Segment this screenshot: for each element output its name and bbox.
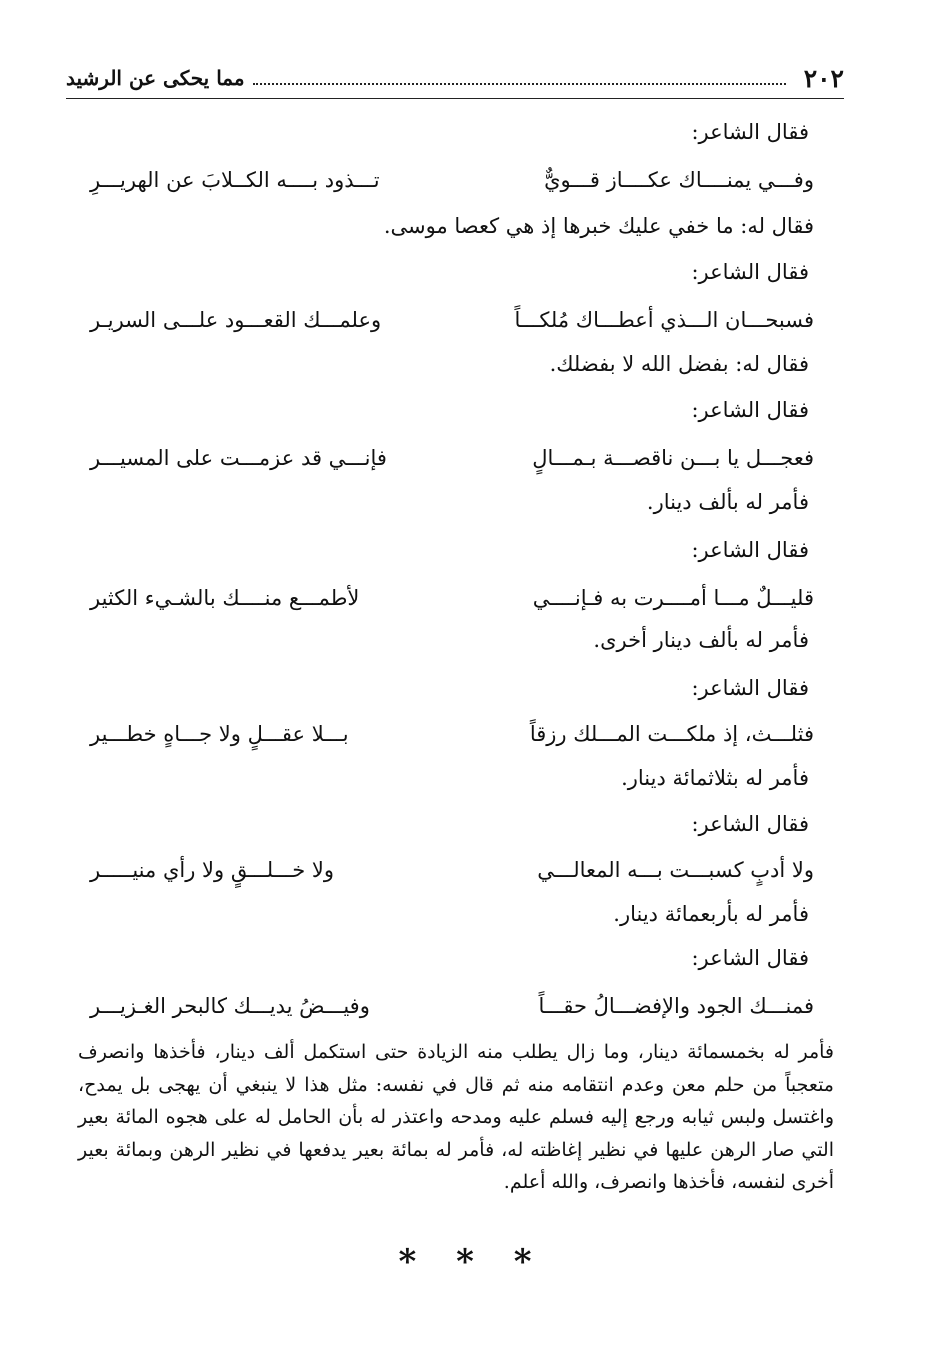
verse-line <box>90 722 814 746</box>
verse-line <box>90 308 814 332</box>
header-dotted-leader <box>253 83 786 85</box>
verse-first-hemistich: فثلـــث، إذ ملكـــت المـــلك رزقاً <box>529 722 814 746</box>
reply-line: فأمر له بثلاثمائة دينار. <box>621 766 809 790</box>
verse-first-hemistich: فسبحـــان الـــذي أعطـــاك مُلكـــاً <box>514 308 814 332</box>
closing-paragraph <box>78 1036 834 1199</box>
running-title: مما يحكى عن الرشيد <box>66 66 245 90</box>
reply-line: فأمر له بألف دينار. <box>646 490 809 514</box>
verse-first-hemistich: ولا أدبٍ كسبـــت بـــه المعالـــي <box>537 858 814 882</box>
verse-second-hemistich: ولا خـــلـــقٍ ولا رأي منيـــــر <box>90 858 334 882</box>
verse-second-hemistich: لأطمـــع منــــك بالشـيء الكثير <box>90 586 360 610</box>
verse-line <box>90 168 814 192</box>
verse-second-hemistich: بـــلا عقـــلٍ ولا جـــاهٍ خطـــير <box>90 722 349 746</box>
verse-line <box>90 994 814 1018</box>
poet-said-line: فقال الشاعر: <box>691 260 809 284</box>
verse-first-hemistich: قليـــلٌ مـــا أمــــرت به فـإنــــي <box>532 586 814 610</box>
reply-line: فقال له: بفضل الله لا بفضلك. <box>549 352 809 376</box>
verse-line <box>90 446 814 470</box>
section-separator: * * * <box>398 1242 546 1282</box>
verse-second-hemistich: وفيـــضُ يديـــك كالبحر الغـزيـــر <box>90 994 370 1018</box>
verse-first-hemistich: فعجـــل يا بـــن ناقصـــة بـمـــالٍ <box>532 446 814 470</box>
verse-line <box>90 586 814 610</box>
verse-second-hemistich: فإنـــي قد عزمـــت على المسيـــر <box>90 446 387 470</box>
poet-said-line: فقال الشاعر: <box>691 120 809 144</box>
reply-line: فأمر له بأربعمائة دينار. <box>613 902 809 926</box>
poet-said-line: فقال الشاعر: <box>691 946 809 970</box>
verse-second-hemistich: تـــذود بــــه الكــلابَ عن الهريـــرِ <box>90 168 380 192</box>
page-header <box>66 58 844 99</box>
reply-line: فقال له: ما خفي عليك خبرها إذ هي كعصا موسى. <box>383 214 814 238</box>
verse-line <box>90 858 814 882</box>
poet-said-line: فقال الشاعر: <box>691 812 809 836</box>
verse-second-hemistich: وعلمـــك القعـــود علـــى السريـر <box>90 308 382 332</box>
verse-first-hemistich: فمنـــك الجود والإفضـــالُ حقـــاً <box>538 994 814 1018</box>
poet-said-line: فقال الشاعر: <box>691 398 809 422</box>
reply-line: فأمر له بألف دينار أخرى. <box>593 628 809 652</box>
page-number: ٢٠٢ <box>803 63 844 93</box>
poet-said-line: فقال الشاعر: <box>691 676 809 700</box>
verse-first-hemistich: وفـــي يمنــــاك عكــــاز قـــويٌّ <box>544 168 814 192</box>
closing-paragraph-text: فأمر له بخمسمائة دينار، وما زال يطلب منه الزيادة حتى استكمل ألف دينار، فأخذها وانصرف متعجباً من حلم معن وعدم انتقامه منه ثم قال في نفسه: مثل هذا لا ينبغي أن يهجى بل يمدح، واغتسل ولبس ثيابه ورجع إليه فسلم عليه ومدحه واعتذر له بأن الحامل له على هجوه المائة بعير التي صار الرهن عليها في نظير إغاظته له، فأمر له بمائة بعير يدفعها في نظير الرهن وبمائة بعير أخرى لنفسه، فأخذها وانصرف، والله أعلم. <box>78 1041 834 1193</box>
poet-said-line: فقال الشاعر: <box>691 538 809 562</box>
